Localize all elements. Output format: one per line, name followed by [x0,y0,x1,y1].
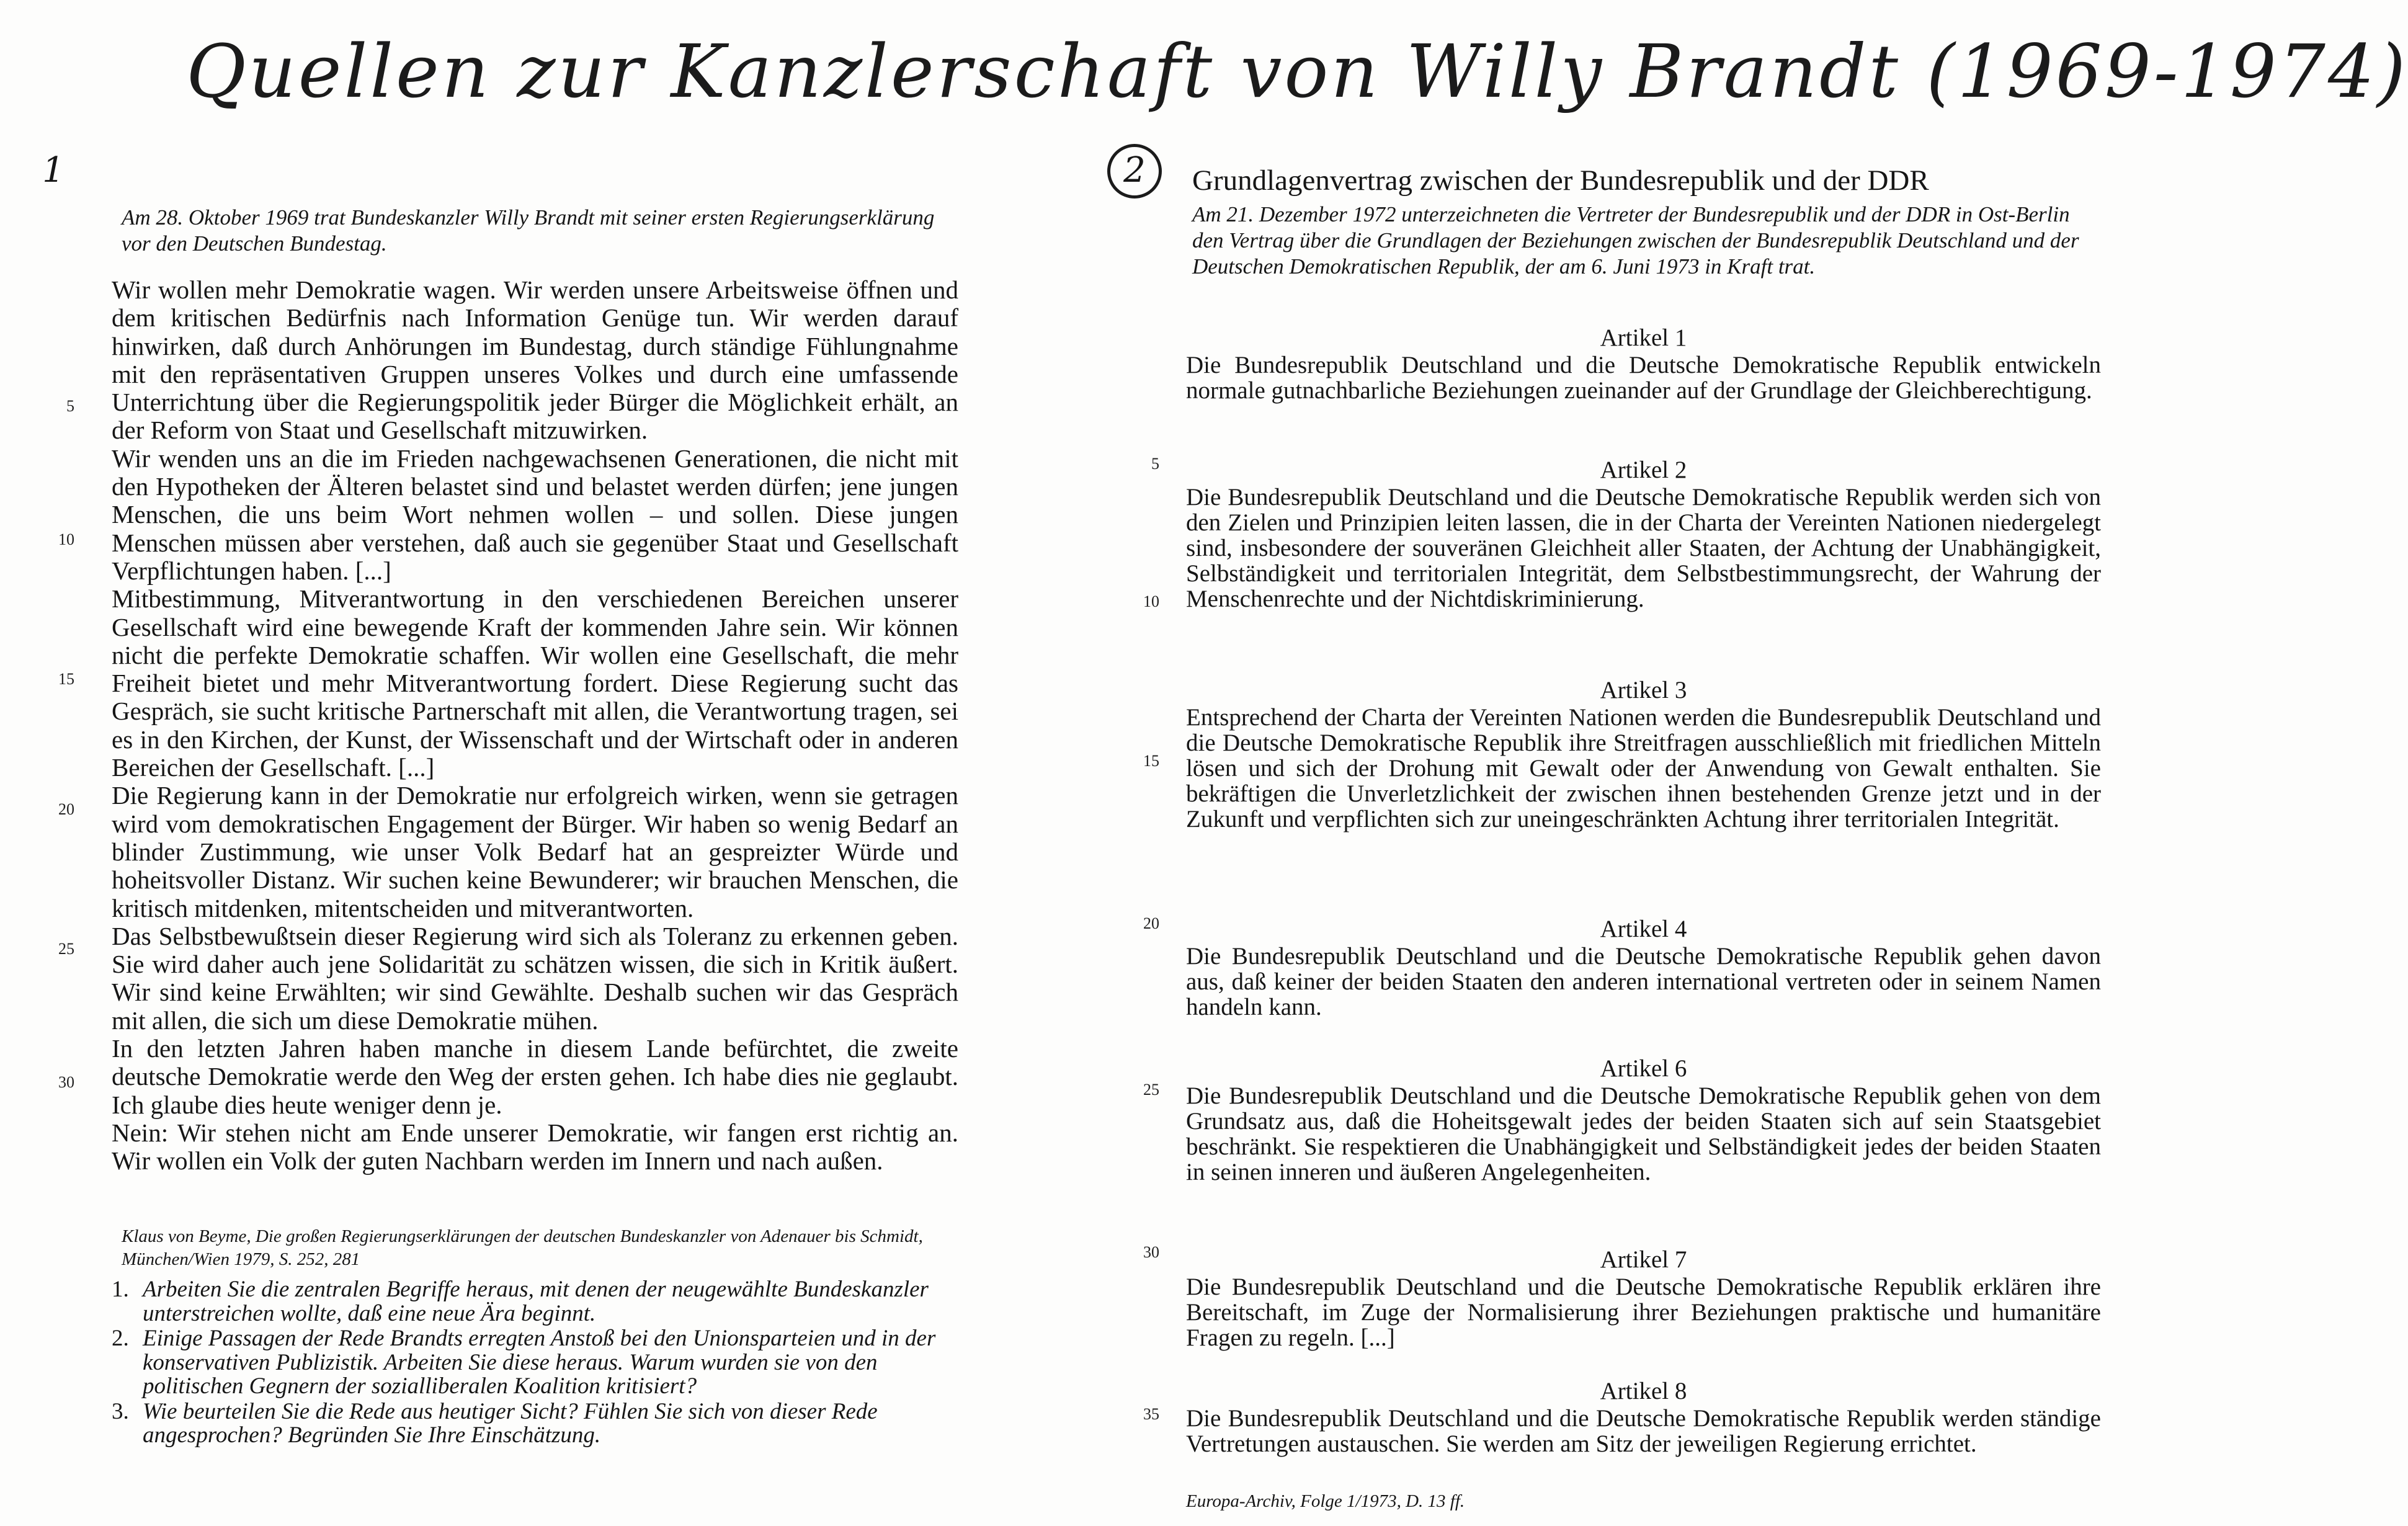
line-number: 10 [1143,592,1159,610]
task-number: 1. [112,1277,129,1302]
treaty-title: Grundlagenvertrag zwischen der Bundesrepublik und der DDR [1192,164,1929,197]
article-text: Die Bundesrepublik Deutschland und die Deutsche Demokratische Republik entwickeln normale gutnachbarliche Beziehungen zueinander auf der Grundlage der Gleichberechtigung. [1186,352,2101,404]
article-heading: Artikel 7 [1600,1246,1687,1273]
article-text: Die Bundesrepublik Deutschland und die Deutsche Demokratische Republik gehen von dem Grundsatz aus, daß die Hoheitsgewalt jedes der beiden Staaten sich auf sein Staatsgebiet beschränkt. Sie respektieren die Unabhängigkeit und Selbständigkeit jedes der beiden Staaten in seinen inneren und äußeren Angelegenheiten. [1186,1082,2101,1185]
article-1 [1186,324,2101,403]
article-text: Die Bundesrepublik Deutschland und die Deutsche Demokratische Republik erklären ihre Bereitschaft, im Zuge der Normalisierung ihrer Beziehungen praktische und humanitäre Fragen zu regeln. [...] [1186,1274,2101,1351]
line-number: 20 [1143,914,1159,932]
task-item [112,1278,961,1326]
task-item [112,1400,961,1448]
task-text: Arbeiten Sie die zentralen Begriffe heraus, mit denen der neugewählte Bundeskanzler unterstreichen wollte, daß eine neue Ära beginnt. [143,1277,929,1326]
line-number: 35 [1143,1405,1159,1423]
article-text: Entsprechend der Charta der Vereinten Nationen werden die Bundesrepublik Deutschland und die Deutsche Demokratische Republik ihre Streitfragen ausschließlich mit friedlichen Mitteln lösen und sich der Drohung mit Gewalt oder der Anwendung von Gewalt enthalten. Sie bekräftigen die Unverletzlichkeit der zwischen ihnen bestehenden Grenze jetzt und in der Zukunft und verpflichten sich zur uneingeschränkten Achtung ihrer territorialen Integrität. [1186,704,2101,832]
document-number-1: 1 [42,150,65,190]
document-number-2: 2 [1107,144,1162,199]
article-heading: Artikel 1 [1600,324,1687,351]
article-heading: Artikel 4 [1600,916,1687,942]
article-heading: Artikel 6 [1600,1055,1687,1082]
line-number: 15 [58,670,74,688]
task-item [112,1327,961,1399]
speech-paragraph: Das Selbstbewußtsein dieser Regierung wird sich als Toleranz zu erkennen geben. Sie wird daher auch jene Solidarität zu schätzen wissen, die sich in Kritik äußert. Wir sind keine Erwählten; wir sind Gewählte. Deshalb suchen wir das Gespräch mit allen, die sich um diese Demokratie mühen. [112,921,958,1035]
article-heading: Artikel 2 [1600,457,1687,483]
article-2 [1186,456,2101,612]
speech-paragraph: Wir wenden uns an die im Frieden nachgewachsenen Generationen, die nicht mit den Hypotheken der Älteren belastet sind und belastet werden dürfen; jene jungen Menschen, die uns beim Wort nehmen wollen – und sollen. Diese jungen Menschen müssen aber verstehen, daß auch sie gegenüber Staat und Gesellschaft Verpflichtungen haben. [...] [112,444,958,585]
article-text: Die Bundesrepublik Deutschland und die Deutsche Demokratische Republik gehen davon aus, daß keiner der beiden Staaten den anderen international vertreten oder in seinem Namen handeln kann. [1186,943,2101,1020]
article-6 [1186,1055,2101,1185]
speech-paragraph: Mitbestimmung, Mitverantwortung in den verschiedenen Bereichen unserer Gesellschaft wird eine bewegende Kraft der kommenden Jahre sein. Wir können nicht die perfekte Demokratie schaffen. Wir wollen eine Gesellschaft, die mehr Freiheit bietet und mehr Mitverantwortung fordert. Diese Regierung sucht das Gespräch, sie sucht kritische Partnerschaft mit allen, die Verantwortung tragen, sei es in den Kirchen, der Kunst, der Wissenschaft und der Wirtschaft oder in anderen Bereichen der Gesellschaft. [...] [112,584,958,782]
task-number: 3. [112,1398,129,1424]
line-number: 20 [58,800,74,818]
line-number: 30 [58,1073,74,1091]
line-number: 5 [1151,455,1159,473]
right-intro: Am 21. Dezember 1972 unterzeichneten die Vertreter der Bundesrepublik und der DDR in Ost-Berlin den Vertrag über die Grundlagen der Beziehungen zwischen der Bundesrepublik Deutschland und der Deutschen Demokratischen Republik, der am 6. Juni 1973 in Kraft trat. [1192,202,2079,279]
article-7 [1186,1246,2101,1350]
article-8 [1186,1377,2101,1457]
line-number: 25 [1143,1081,1159,1099]
speech-paragraph: Wir wollen mehr Demokratie wagen. Wir werden unsere Arbeitsweise öffnen und dem kritischen Bedürfnis nach Information Genüge tun. Wir werden darauf hinwirken, daß durch Anhörungen im Bundestag, durch ständige Fühlungnahme mit den repräsentativen Gruppen unseres Volkes und durch eine umfassende Unterrichtung über die Regierungspolitik jeder Bürger die Möglichkeit erhält, an der Reform von Staat und Gesellschaft mitzuwirken. [112,275,958,445]
speech-paragraph: Die Regierung kann in der Demokratie nur erfolgreich wirken, wenn sie getragen wird vom demokratischen Engagement der Bürger. Wir haben so wenig Bedarf an blinder Zustimmung, wie unser Volk Bedarf hat an gespreizter Würde und hoheitsvoller Distanz. Wir suchen keine Bewunderer; wir brauchen Menschen, die kritisch mitdenken, mitentscheiden und mitverantworten. [112,781,958,922]
article-heading: Artikel 8 [1600,1378,1687,1404]
article-text: Die Bundesrepublik Deutschland und die Deutsche Demokratische Republik werden sich von den Zielen und Prinzipien leiten lassen, die in der Charta der Vereinten Nationen niedergelegt sind, insbesondere der souveränen Gleichheit aller Staaten, der Achtung der Unabhängigkeit, Selbständigkeit und territorialen Integrität, dem Selbstbestimmungsrecht, der Wahrung der Menschenrechte und der Nichtdiskriminierung. [1186,484,2101,612]
task-list [112,1278,961,1449]
handwritten-title: Quellen zur Kanzlerschaft von Willy Brandt (1969-1974) [186,29,2408,114]
speech-paragraph: Nein: Wir stehen nicht am Ende unserer Demokratie, wir fangen erst richtig an. Wir wollen ein Volk der guten Nachbarn werden im Innern und nach außen. [112,1118,958,1176]
right-source-citation: Europa-Archiv, Folge 1/1973, D. 13 ff. [1186,1491,1465,1511]
line-number: 10 [58,530,74,548]
task-text: Wie beurteilen Sie die Rede aus heutiger Sicht? Fühlen Sie sich von dieser Rede angesprochen? Begründen Sie Ihre Einschätzung. [143,1398,878,1448]
line-number: 30 [1143,1243,1159,1261]
speech-paragraph: In den letzten Jahren haben manche in diesem Lande befürchtet, die zweite deutsche Demokratie werde den Weg der ersten gehen. Ich habe dies nie geglaubt. Ich glaube dies heute weniger denn je. [112,1034,958,1119]
task-number: 2. [112,1326,129,1351]
line-number: 15 [1143,752,1159,770]
article-heading: Artikel 3 [1600,677,1687,703]
article-text: Die Bundesrepublik Deutschland und die Deutsche Demokratische Republik werden ständige Vertretungen austauschen. Sie werden am Sitz der jeweiligen Regierung errichtet. [1186,1405,2101,1457]
task-text: Einige Passagen der Rede Brandts erregten Anstoß bei den Unionsparteien und in der konservativen Publizistik. Arbeiten Sie diese heraus. Warum wurden sie von den politischen Gegnern der sozialliberalen Koalition kritisiert? [143,1326,936,1399]
speech-text [112,276,958,1176]
line-number: 5 [66,397,74,415]
left-source-citation: Klaus von Beyme, Die großen Regierungserklärungen der deutschen Bundeskanzler von Adenauer bis Schmidt, München/Wien 1979, S. 252, 281 [122,1226,923,1269]
article-3 [1186,676,2101,832]
left-intro: Am 28. Oktober 1969 trat Bundeskanzler Willy Brandt mit seiner ersten Regierungserklärung vor den Deutschen Bundestag. [122,205,935,256]
line-number: 25 [58,940,74,958]
article-4 [1186,915,2101,1020]
